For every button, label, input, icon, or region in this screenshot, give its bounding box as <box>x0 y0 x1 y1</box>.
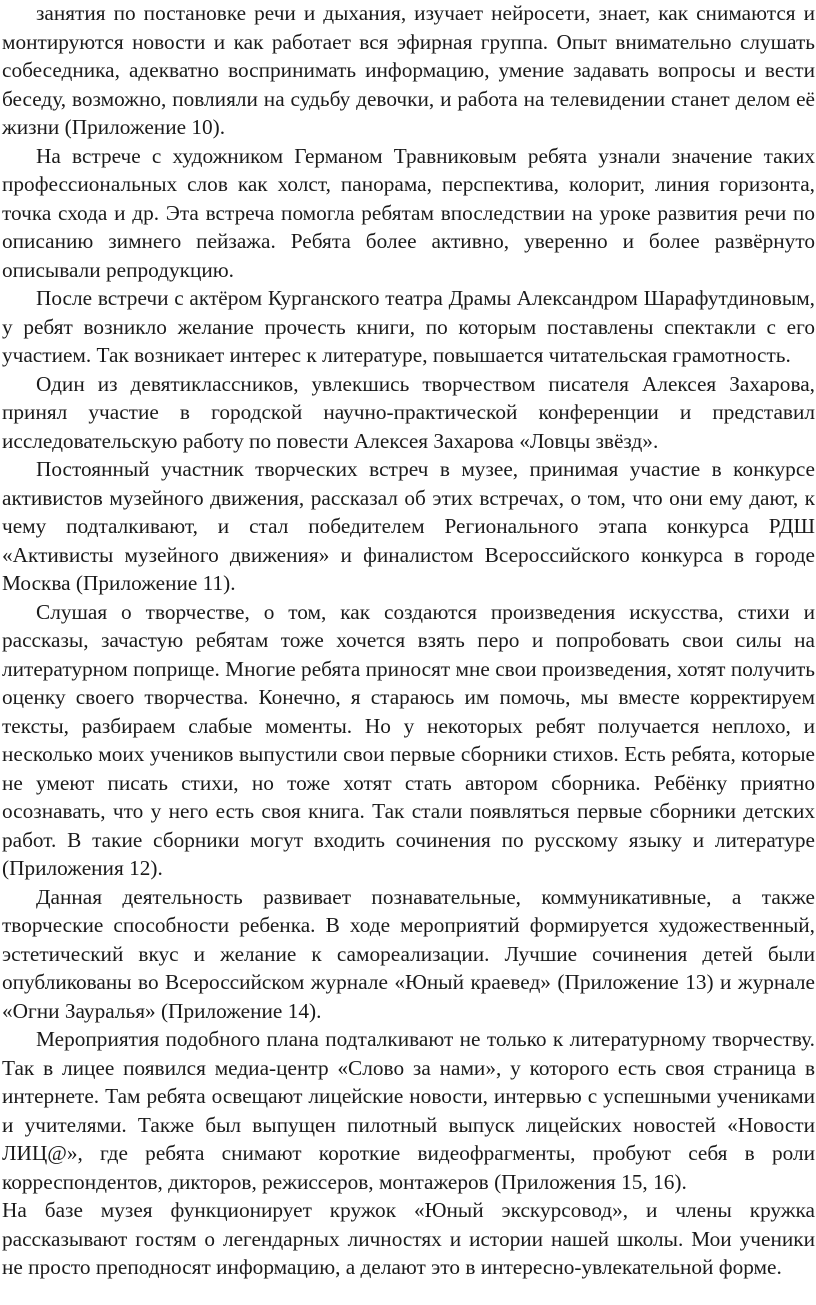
paragraph-3: После встречи с актёром Курганского театра Драмы Александром Шарафутдиновым, у ребят возникло желание прочесть книги, по которым поставлены спектакли с его участием. Так возникает интерес к литературе, повышается читательская грамотность. <box>2 286 815 367</box>
paragraph-4: Один из девятиклассников, увлекшись творчеством писателя Алексея Захарова, принял участие в городской научно-практической конференции и представил исследовательскую работу по повести Алексея Захарова «Ловцы звёзд». <box>2 371 815 453</box>
paragraph-9: На базе музея функционирует кружок «Юный экскурсовод», и члены кружка рассказывают гостям о легендарных личностях и истории нашей школы. Мои ученики не просто преподносят информацию, а делают это в интересно-увлекательной форме. <box>2 1198 815 1279</box>
paragraph-7: Данная деятельность развивает познавательные, коммуникативные, а также творческие способности ребенка. В ходе мероприятий формируется художественный, эстетический вкус и желание к самореализации. Лучшие сочинения детей были опубликованы во Всероссийском журнале «Юный краевед» (Приложение 13) и журнале «Огни Зауралья» (Приложение 14). <box>2 884 815 1023</box>
paragraph-5: Постоянный участник творческих встреч в музее, принимая участие в конкурсе активистов музейного движения, рассказал об этих встречах, о том, что они ему дают, к чему подталкивают, и стал победителем Регионального этапа конкурса РДШ «Активисты музейного движения» и финалистом Всероссийского конкурса в городе Москва (Приложение 11). <box>2 457 815 595</box>
paragraph-2: На встрече с художником Германом Травниковым ребята узнали значение таких профессиональных слов как холст, панорама, перспектива, колорит, линия горизонта, точка схода и др. Эта встреча помогла ребятам впоследствии на уроке развития речи по описанию зимнего пейзажа. Ребята более активно, уверенно и более развёрнуто описывали репродукцию. <box>2 143 815 282</box>
paragraph-8: Мероприятия подобного плана подталкивают не только к литературному творчеству. Так в лицее появился медиа-центр «Слово за нами», у которого есть своя страница в интернете. Там ребята освещают лицейские новости, интервью с успешными учениками и учителями. Также был выпущен пилотный выпуск лицейских новостей «Новости ЛИЦ@», где ребята снимают короткие видеофрагменты, пробуют себя в роли корреспондентов, дикторов, режиссеров, монтажеров (Приложения 15, 16). <box>2 1027 815 1194</box>
paragraph-1: занятия по постановке речи и дыхания, изучает нейросети, знает, как снимаются и монтируются новости и как работает вся эфирная группа. Опыт внимательно слушать собеседника, адекватно воспринимать информацию, умение задавать вопросы и вести беседу, возможно, повлияли на судьбу девочки, и работа на телевидении станет делом её жизни (Приложение 10). <box>2 1 815 139</box>
paragraph-6: Слушая о творчестве, о том, как создаются произведения искусства, стихи и рассказы, зачастую ребятам тоже хочется взять перо и попробовать свои силы на литературном поприще. Многие ребята приносят мне свои произведения, хотят получить оценку своего творчества. Конечно, я стараюсь им помочь, мы вместе корректируем тексты, разбираем слабые моменты. Но у некоторых ребят получается неплохо, и несколько моих учеников выпустили свои первые сборники стихов. Есть ребята, которые не умеют писать стихи, но тоже хотят стать автором сборника. Ребёнку приятно осознавать, что у него есть своя книга. Так стали появляться первые сборники детских работ. В такие сборники могут входить сочинения по русскому языку и литературе (Приложения 12). <box>2 599 815 880</box>
